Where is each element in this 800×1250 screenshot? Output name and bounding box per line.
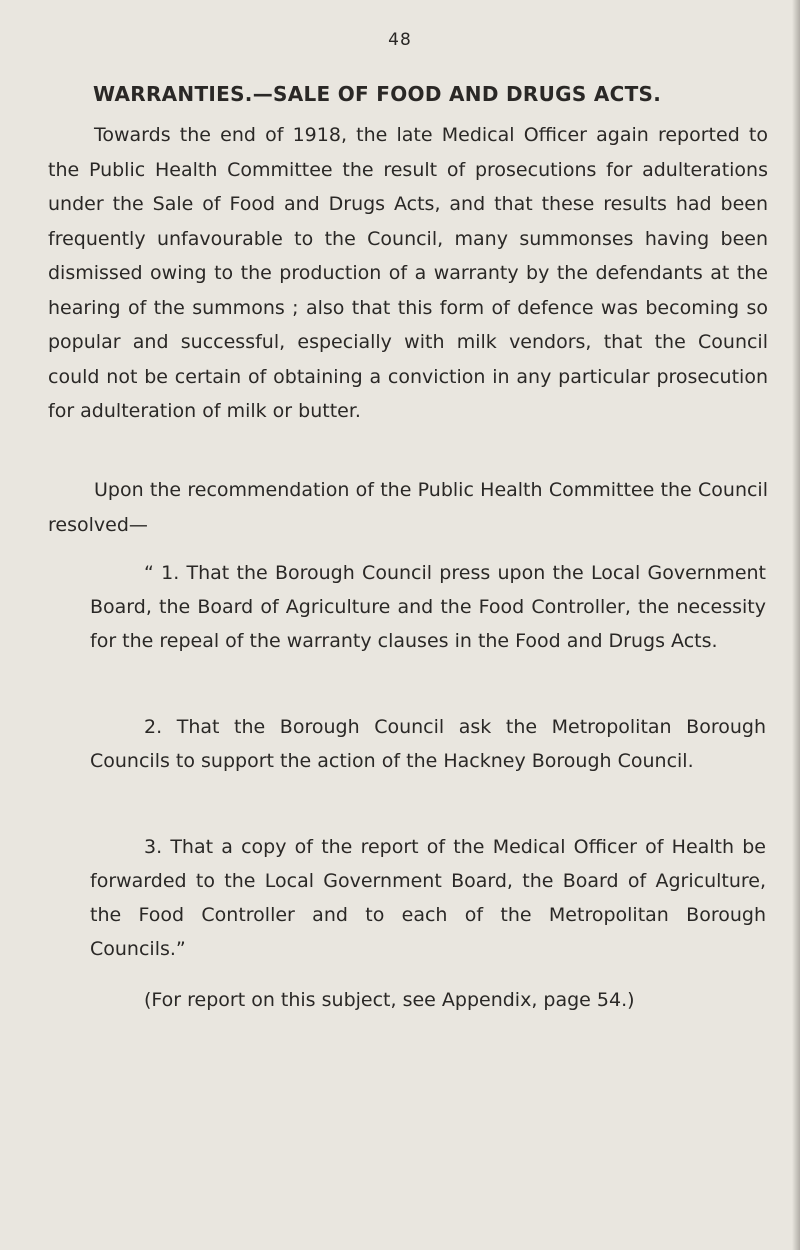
resolution-3: 3. That a copy of the report of the Medical Officer of Health be forwarded to the Local Government Board, the Board of Agriculture, the Food Controller and to each of the Metropolitan Borough Councils.” [90,836,766,960]
recommendation-paragraph: Upon the recommendation of the Public Health Committee the Council resolved— [48,479,768,536]
resolution-1: “ 1. That the Borough Council press upon the Local Government Board, the Board of Agriculture and the Food Controller, the necessity for the repeal of the warranty clauses in the Food and Drugs Acts. [90,562,766,652]
intro-paragraph: Towards the end of 1918, the late Medical Officer again reported to the Public Health Committee the result of prosecutions for adulterations under the Sale of Food and Drugs Acts, and that these results had been frequently unfavourable to the Council, many summonses having been dismissed owing to the production of a warranty by the defendants at the hearing of the summons ; also that this form of defence was becoming so popular and successful, especially with milk vendors, that the Council could not be certain of obtaining a conviction in any particular prosecution for adulteration of milk or butter. [48,124,768,422]
resolution-2: 2. That the Borough Council ask the Metropolitan Borough Councils to support the action of the Hackney Borough Council. [90,716,766,772]
page-number: 48 [388,30,412,50]
page-edge-shadow [792,0,800,1250]
appendix-note: (For report on this subject, see Appendix, page 54.) [144,989,635,1011]
section-heading: WARRANTIES.—SALE OF FOOD AND DRUGS ACTS. [93,82,662,106]
